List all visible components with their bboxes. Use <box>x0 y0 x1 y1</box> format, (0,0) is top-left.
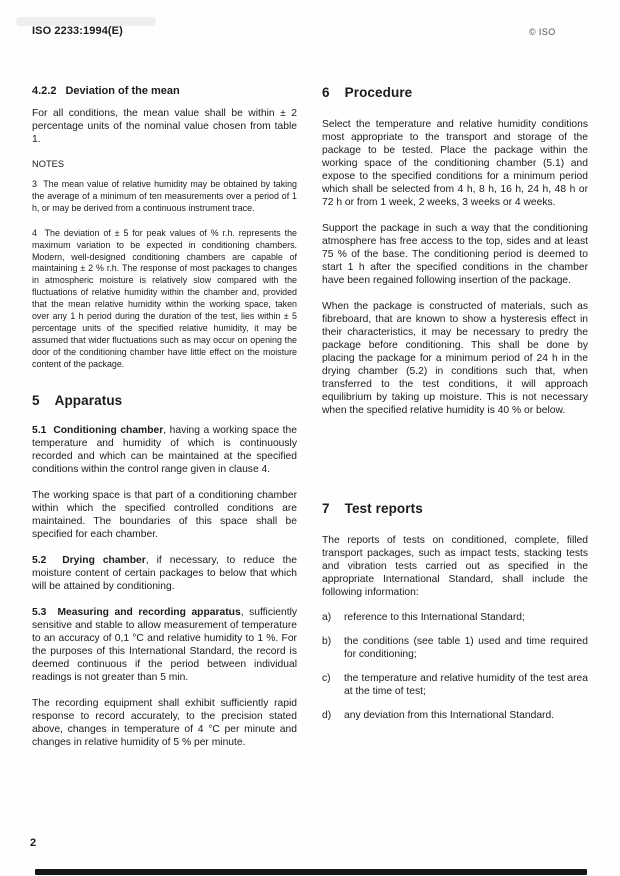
paragraph-test-reports-intro: The reports of tests on conditioned, complete, filled transport packages, such as impact tests, stacking tests and vibration tests carried out as specified in the appropriate International Standard, shall include the following information: <box>322 535 588 598</box>
list-item-text: the temperature and relative humidity of the test area at the time of test; <box>344 673 588 697</box>
heading-4-2-2 <box>32 85 297 97</box>
list-item-a <box>322 611 588 624</box>
heading-title: Deviation of the mean <box>65 85 180 97</box>
list-item-b <box>322 635 588 661</box>
clause-5-3-lead: 5.3 Measuring and recording apparatus <box>32 606 241 618</box>
list-item-marker: a) <box>322 612 332 623</box>
heading-number: 4.2.2 <box>32 85 57 97</box>
list-item-text: the conditions (see table 1) used and time required for conditioning; <box>344 636 588 660</box>
test-report-list <box>322 611 588 722</box>
list-item-text: any deviation from this International Standard. <box>344 710 555 721</box>
section-title: Test reports <box>344 501 423 516</box>
clause-5-1-lead: 5.1 Conditioning chamber <box>32 424 164 436</box>
section-number: 7 <box>322 501 330 516</box>
paragraph-deviation-mean: For all conditions, the mean value shall be within ± 2 percentage units of the nominal value chosen from table 1. <box>32 108 297 145</box>
notes-label: NOTES <box>32 159 65 169</box>
copyright-notice: © ISO <box>529 27 556 37</box>
clause-5-2-lead: 5.2 Drying chamber <box>32 554 146 566</box>
clause-5-3-text: , sufficiently sensitive and stable to allow measurement of temperature to an accuracy of 0,1 °C and relative humidity to 1 %. For the purposes of this International Standard, the record is deemed continuous if the period between individual readings is not greater than 5 min. <box>32 606 298 683</box>
section-title: Procedure <box>344 85 413 100</box>
paragraph-procedure-2: Support the package in such a way that the conditioning atmosphere has free access to the top, sides and at least 75 % of the base. The conditioning period is deemed to start 1 h after the specified conditions in the chamber have been regained following insertion of the package. <box>322 223 588 286</box>
list-item-c <box>322 672 588 698</box>
list-item-marker: c) <box>322 673 331 684</box>
right-column <box>322 85 588 722</box>
paragraph-recording-equipment: The recording equipment shall exhibit sufficiently rapid response to record accurately, to the precision stated above, changes in temperature of 4 °C per minute and changes in relative humidity of 5 % per minute. <box>32 697 297 748</box>
note-3: 3 The mean value of relative humidity may be obtained by taking the average of a minimum of ten measurements over a period of 1 h, or may be derived from a continuous instrument trace. <box>32 179 297 213</box>
section-number: 5 <box>32 392 40 408</box>
clause-5-2-text: , if necessary, to reduce the moisture content of certain packages to below that which will be attained by conditioning. <box>32 554 297 592</box>
list-item-marker: d) <box>322 710 332 721</box>
list-item-marker: b) <box>322 636 332 647</box>
scan-artifact-bottom-bar <box>35 869 587 875</box>
heading-procedure <box>322 85 588 100</box>
left-column <box>32 85 297 749</box>
document-reference: ISO 2233:1994(E) <box>32 25 123 37</box>
list-item-text: reference to this International Standard; <box>344 612 525 623</box>
section-title: Apparatus <box>54 392 123 408</box>
heading-apparatus <box>32 393 297 408</box>
page-number: 2 <box>30 837 37 849</box>
heading-test-reports <box>322 501 588 516</box>
paragraph-procedure-1: Select the temperature and relative humidity conditions most appropriate to the transport and storage of the package to be tested. Place the package within the working space of the conditioning chamber (5.1) and expose to the specified conditions for a minimum period which shall be selected from 4 h, 8 h, 16 h, 24 h, 48 h or 72 h or from 1 week, 2 weeks, 3 weeks or 4 weeks. <box>322 119 588 208</box>
paragraph-procedure-3: When the package is constructed of materials, such as fibreboard, that are known to show a hysteresis effect in their characteristics, it may be necessary to predry the package before conditioning. This shall be done by placing the package for a minimum period of 24 h in the drying chamber (5.2) in conditions such that, when transferred to the test conditions, it will approach equilibrium by taking up moisture. This is not necessary when the specified relative humidity is 40 % or below. <box>322 301 588 416</box>
paragraph-5-1 <box>32 424 297 476</box>
paragraph-5-2 <box>32 554 297 593</box>
list-item-d <box>322 709 588 722</box>
paragraph-working-space: The working space is that part of a conditioning chamber within which the specified controlled conditions are maintained. The boundaries of this space shall be specified for each chamber. <box>32 489 297 540</box>
note-4: 4 The deviation of ± 5 for peak values of % r.h. represents the maximum variation to be expected in conditioning chambers. Modern, well-designed conditioning chambers are capable of maintaining ± 2 % r.h. The response of most packages to changes in atmospheric moisture is relatively slow compared with the fluctuations of relative humidity within the chamber and, provided that the mean relative humidity within the working space, taken over any 1 h period during the duration of the test, lies within ± 5 percentage units of the specified relative humidity, it may be assumed that wider fluctuations such as may occur on opening the door of the conditioning chamber have little effect on the moisture content of the package. <box>32 227 297 369</box>
paragraph-5-3 <box>32 606 297 684</box>
clause-5-1-text: , having a working space the temperature and humidity of which is continuously recorded and which can be maintained at the specified conditions within the control range given in clause 4. <box>32 424 297 475</box>
section-number: 6 <box>322 85 330 100</box>
